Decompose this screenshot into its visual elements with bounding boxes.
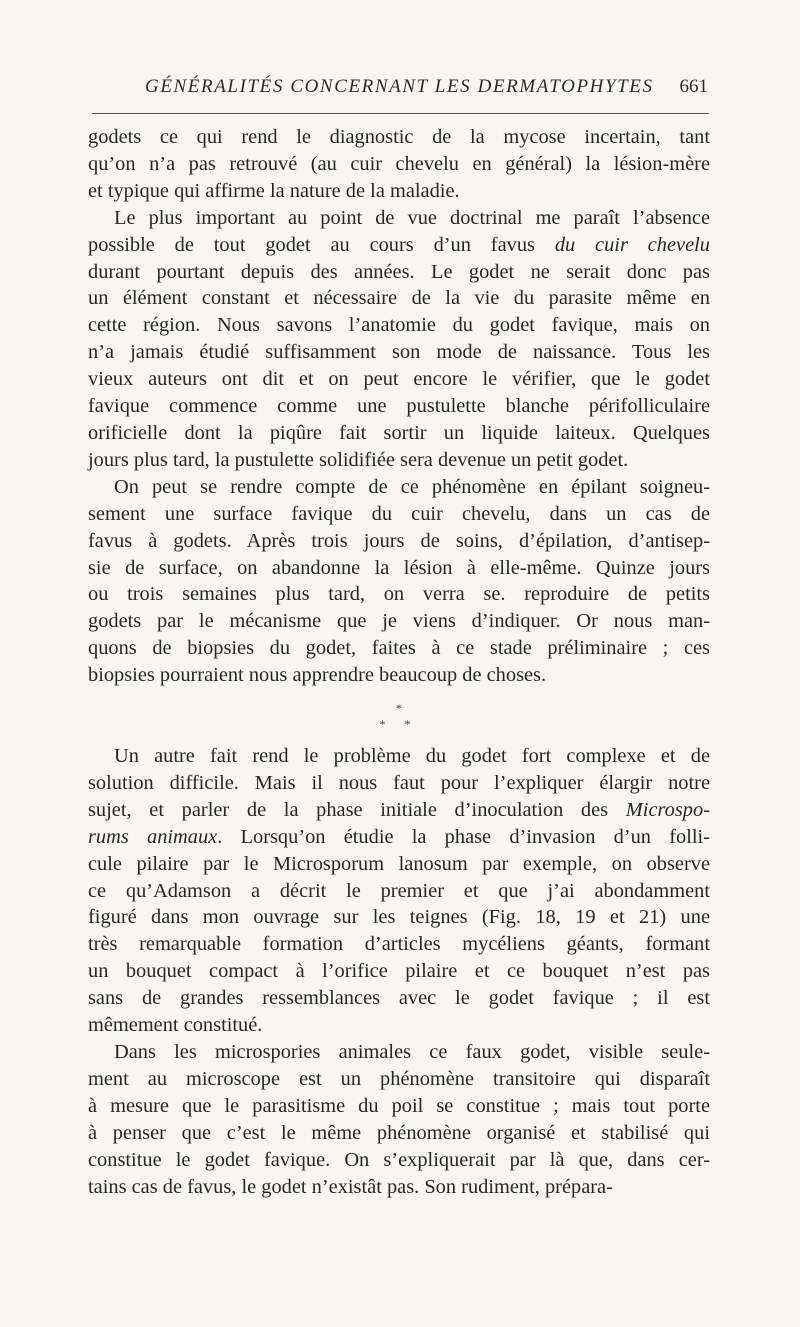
text-run: durant pourtant depuis des années. Le godet ne serait donc pas <box>88 260 710 283</box>
text-line <box>88 339 710 366</box>
text-run: ou trois semaines plus tard, on verra se. reproduire de petits <box>88 583 710 606</box>
asterism-row: * <box>396 701 402 716</box>
paragraph <box>88 743 710 1039</box>
text-line <box>88 1093 710 1120</box>
text-run: et typique qui affirme la nature de la maladie. <box>88 179 460 202</box>
text-run: sujet, et parler de la phase initiale d’inoculation des <box>88 798 626 821</box>
text-run: un élément constant et nécessaire de la vie du parasite même en <box>88 287 710 310</box>
text-line <box>88 797 710 824</box>
text-line <box>88 581 710 608</box>
text-run: solution difficile. Mais il nous faut pour l’expliquer élargir notre <box>88 771 710 794</box>
text-line <box>88 985 710 1012</box>
text-run: quons de biopsies du godet, faites à ce stade préliminaire ; ces <box>88 637 710 660</box>
page-number: 661 <box>679 76 708 97</box>
text-line <box>88 743 710 770</box>
text-line <box>88 1147 710 1174</box>
running-title: GÉNÉRALITÉS CONCERNANT LES DERMATOPHYTES <box>145 76 654 97</box>
text-run: ment au microscope est un phénomène transitoire qui disparaît <box>88 1067 710 1090</box>
text-line <box>88 312 710 339</box>
text-run: On peut se rendre compte de ce phénomène en épilant soigneu- <box>114 475 710 498</box>
text-line <box>88 555 710 582</box>
text-line <box>88 1120 710 1147</box>
text-run: Un autre fait rend le problème du godet fort complexe et de <box>114 745 710 768</box>
text-run: sans de grandes ressemblances avec le godet favique ; il est <box>88 987 710 1010</box>
text-run: à mesure que le parasitisme du poil se constitue ; mais tout porte <box>88 1094 710 1117</box>
text-line <box>88 259 710 286</box>
paragraph <box>88 205 710 474</box>
text-line <box>88 528 710 555</box>
text-run: favique commence comme une pustulette blanche périfolliculaire <box>88 395 710 418</box>
text-line <box>88 1039 710 1066</box>
text-line <box>88 635 710 662</box>
text-run: tains cas de favus, le godet n’existât pas. Son rudiment, prépara- <box>88 1175 613 1198</box>
text-line <box>88 474 710 501</box>
text-line <box>88 232 710 259</box>
text-run: à penser que c’est le même phénomène organisé et stabilisé qui <box>88 1121 710 1144</box>
header-rule <box>92 113 709 114</box>
text-run: cule pilaire par le Microsporum lanosum par exemple, on observe <box>88 852 710 875</box>
italic-run: rums animaux <box>88 825 218 848</box>
italic-run: du cuir chevelu <box>554 233 710 256</box>
text-run: favus à godets. Après trois jours de soins, d’épilation, d’antisep- <box>88 529 710 552</box>
text-run: biopsies pourraient nous apprendre beaucoup de choses. <box>88 664 547 687</box>
body-text <box>88 124 710 1200</box>
text-line <box>88 151 710 178</box>
paragraph <box>88 124 710 205</box>
text-line <box>88 205 710 232</box>
text-line <box>88 904 710 931</box>
running-head <box>90 76 710 102</box>
text-line <box>88 285 710 312</box>
paragraph <box>88 474 710 689</box>
text-run: vieux auteurs ont dit et on peut encore le vérifier, que le godet <box>88 368 710 391</box>
text-line <box>88 501 710 528</box>
text-run: jours plus tard, la pustulette solidifiée sera devenue un petit godet. <box>88 448 629 471</box>
text-run: n’a jamais étudié suffisamment son mode de naissance. Tous les <box>88 341 710 364</box>
text-line <box>88 366 710 393</box>
text-line <box>88 178 710 205</box>
text-run: constitue le godet favique. On s’expliquerait par là que, dans cer- <box>88 1148 710 1171</box>
text-run: qu’on n’a pas retrouvé (au cuir chevelu en général) la lésion-mère <box>88 152 710 175</box>
text-line <box>88 1066 710 1093</box>
text-line <box>88 931 710 958</box>
text-line <box>88 824 710 851</box>
text-run: mêmement constitué. <box>88 1014 263 1037</box>
text-line <box>88 608 710 635</box>
text-run: un bouquet compact à l’orifice pilaire et ce bouquet n’est pas <box>88 960 710 983</box>
text-run: Dans les microspories animales ce faux godet, visible seule- <box>114 1041 710 1063</box>
text-run: sement une surface favique du cuir chevelu, dans un cas de <box>88 502 710 525</box>
italic-run: Microspo- <box>625 798 710 821</box>
text-run: figuré dans mon ouvrage sur les teignes (Fig. 18, 19 et 21) une <box>88 906 710 929</box>
paragraph <box>88 1039 710 1200</box>
text-line <box>88 1174 710 1201</box>
text-run: cette région. Nous savons l’anatomie du godet favique, mais on <box>88 314 710 337</box>
text-line <box>88 447 710 474</box>
text-line <box>88 958 710 985</box>
text-line <box>88 770 710 797</box>
section-asterism <box>88 689 710 743</box>
text-run: sie de surface, on abandonne la lésion à elle-même. Quinze jours <box>88 556 710 579</box>
text-line <box>88 851 710 878</box>
text-line <box>88 124 710 151</box>
text-run: Le plus important au point de vue doctrinal me paraît l’absence <box>114 206 710 229</box>
text-line <box>88 420 710 447</box>
text-line <box>88 662 710 689</box>
text-line <box>88 1012 710 1039</box>
asterism-row: * * <box>379 717 419 732</box>
text-run: orificielle dont la piqûre fait sortir un liquide laiteux. Quelques <box>88 421 710 444</box>
text-run: ce qu’Adamson a décrit le premier et que j’ai abondamment <box>88 879 710 902</box>
text-run: possible de tout godet au cours d’un favus <box>88 233 555 256</box>
text-line <box>88 393 710 420</box>
text-run: godets par le mécanisme que je viens d’indiquer. Or nous man- <box>88 610 710 633</box>
text-run: . Lorsqu’on étudie la phase d’invasion d’un folli- <box>217 825 710 848</box>
text-line <box>88 878 710 905</box>
text-run: godets ce qui rend le diagnostic de la mycose incertain, tant <box>88 126 710 148</box>
text-run: très remarquable formation d’articles mycéliens géants, formant <box>88 933 710 956</box>
